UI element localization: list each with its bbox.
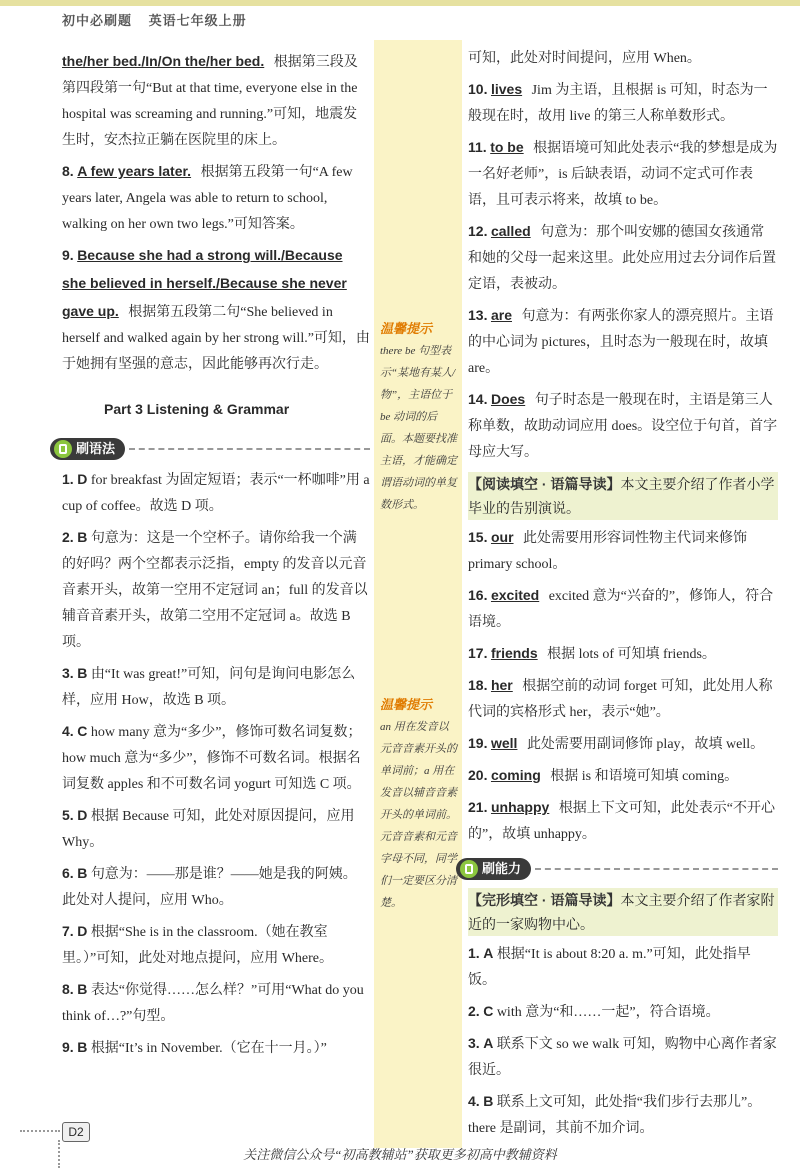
explanation: 根据 lots of 可知填 friends。 <box>543 647 716 662</box>
answer-item <box>468 940 778 994</box>
continuation-text: 可知，此处对时间提问，应用 When。 <box>468 51 701 66</box>
explanation: 根据语境可知此处表示“我的梦想是成为一名好老师”，is 后缺表语，动词不定式可作表语，且可表示将来，故填 to be。 <box>468 141 778 208</box>
item-number: 17. <box>468 645 488 661</box>
item-number: 8. <box>62 981 74 997</box>
explanation: 根据空前的动词 forget 可知，此处用人称代词的宾格形式 her，表示“她”。 <box>468 679 773 720</box>
tip-note-articles <box>380 694 458 914</box>
answer-key: B <box>77 529 88 545</box>
answer-key: Does <box>490 391 526 407</box>
explanation: Jim 为主语，且根据 is 可知，时态为一般现在时，故用 live 的第三人称单数形式。 <box>468 83 768 124</box>
item-number: 14. <box>468 391 488 407</box>
explanation: 句意为：这是一个空杯子。请你给我一个满的好吗？两个空都表示泛指，empty 的发音以元音音素开头，故第一空用不定冠词 an；full 的发音以辅音音素开头，故第二空用不定冠词 a。故选 B 项。 <box>62 531 368 650</box>
item-number: 7. <box>62 923 74 939</box>
ability-banner <box>456 856 778 882</box>
explanation: 根据第五段第二句“She believed in herself and walked again by her strong will.”可知，由于她拥有坚强的意志，因此能够再次行走。 <box>62 305 370 372</box>
explanation: 根据“It’s in November.（它在十一月。）” <box>87 1041 327 1056</box>
banner-divider <box>129 448 370 450</box>
answer-key: A few years later. <box>77 163 192 179</box>
answer-item <box>62 158 370 238</box>
cloze-guide <box>468 888 778 936</box>
item-number: 9. <box>62 1039 74 1055</box>
item-number: 2. <box>62 529 74 545</box>
top-strip <box>0 0 800 6</box>
answer-key: B <box>483 1093 494 1109</box>
answer-key: A <box>483 1035 494 1051</box>
corner-decoration <box>20 1130 60 1132</box>
pen-icon <box>460 860 478 878</box>
tip-title: 温馨提示 <box>380 697 433 712</box>
answer-key: our <box>490 529 514 545</box>
answer-item <box>468 672 778 726</box>
subject-title: 英语七年级上册 <box>148 13 247 28</box>
guide-text: 本文主要介绍了作者小学毕业的告别演说。 <box>468 476 775 516</box>
answer-item <box>468 794 778 848</box>
item-number: 2. <box>468 1003 480 1019</box>
answer-item <box>468 762 778 790</box>
answer-item <box>468 76 778 130</box>
tip-text: an 用在发音以元音音素开头的单词前；a 用在发音以辅音音素开头的单词前。元音音素和元音字母不同，同学们一定要区分清楚。 <box>380 721 457 909</box>
item-number: 15. <box>468 529 488 545</box>
explanation: 根据“She is in the classroom.（她在教室里。）”可知，此处对地点提问，应用 Where。 <box>62 925 334 966</box>
item-number: 3. <box>468 1035 480 1051</box>
answer-item <box>62 1034 370 1062</box>
page-number: D2 <box>62 1122 90 1142</box>
answer-key: D <box>77 923 88 939</box>
answer-item <box>468 640 778 668</box>
banner-divider <box>535 868 778 870</box>
item-number: 21. <box>468 799 488 815</box>
pen-icon <box>54 440 72 458</box>
answer-item <box>62 802 370 856</box>
tip-text: there be 句型表示“某地有某人/物”，主语位于 be 动词的后面。本题要找准主语，才能确定谓语动词的单复数形式。 <box>380 345 457 511</box>
answer-key: D <box>77 471 88 487</box>
answer-key: Because she had a strong will./Because she believed in herself./Because she never gave up. <box>62 247 347 319</box>
answer-item <box>62 918 370 972</box>
answer-key: her <box>490 677 513 693</box>
item-number: 12. <box>468 223 488 239</box>
guide-text: 本文主要介绍了作者家附近的一家购物中心。 <box>468 892 775 932</box>
answer-item <box>62 660 370 714</box>
item-number: 9. <box>62 247 74 263</box>
answer-key: D <box>77 807 88 823</box>
answer-key: B <box>77 981 88 997</box>
answer-key: C <box>77 723 88 739</box>
tip-note-there-be <box>380 318 458 516</box>
answer-item-7-cont <box>62 48 370 154</box>
item-number: 8. <box>62 163 74 179</box>
section-title: Part 3 Listening & Grammar <box>104 401 290 417</box>
explanation: 根据“It is about 8:20 a. m.”可知，此处指早饭。 <box>468 947 751 988</box>
banner-label: 刷语法 <box>76 441 116 456</box>
answer-key: B <box>77 865 88 881</box>
item-number: 1. <box>468 945 480 961</box>
explanation: 表达“你觉得……怎么样？”可用“What do you think of…?”句型。 <box>62 983 364 1024</box>
item-number: 4. <box>62 723 74 739</box>
left-column <box>62 48 370 1066</box>
item-number: 13. <box>468 307 488 323</box>
answer-item <box>468 386 778 466</box>
answer-item <box>468 582 778 636</box>
item-number: 3. <box>62 665 74 681</box>
explanation: excited 意为“兴奋的”，修饰人，符合语境。 <box>468 589 774 630</box>
answer-key: are <box>490 307 512 323</box>
explanation: how many 意为“多少”，修饰可数名词复数；how much 意为“多少”，修饰不可数名词。根据名词复数 apples 和不可数名词 yogurt 可知选 C 项。 <box>62 725 362 792</box>
explanation: 根据上下文可知，此处表示“不开心的”，故填 unhappy。 <box>468 801 776 842</box>
explanation: 根据第三段及第四段第一句“But at that time, everyone else in the hospital was screaming and running.”可知，地震发生时，安杰拉正躺在医院里的床上。 <box>62 55 358 148</box>
item-number: 11. <box>468 139 487 155</box>
explanation: 句子时态是一般现在时，主语是第三人称单数，故助动词应用 does。设空位于句首，首字母应大写。 <box>468 393 778 460</box>
explanation: 由“It was great!”可知，问句是询问电影怎么样，应用 How，故选 B 项。 <box>62 667 356 708</box>
explanation: 联系上文可知，此处指“我们步行去那儿”。there 是副词，其前不加介词。 <box>468 1095 762 1136</box>
answer-item <box>62 718 370 798</box>
answer-item <box>468 524 778 578</box>
answer-key: excited <box>490 587 540 603</box>
answer-item <box>468 134 778 214</box>
answer-item <box>62 242 370 378</box>
answer-item <box>468 730 778 758</box>
explanation: 联系下文 so we walk 可知，购物中心离作者家很近。 <box>468 1037 777 1078</box>
guide-label: 【阅读填空 · 语篇导读】 <box>468 476 621 492</box>
answer-key: well <box>490 735 518 751</box>
answer-key: unhappy <box>490 799 550 815</box>
banner-label: 刷能力 <box>482 861 522 876</box>
explanation: 此处需要用副词修饰 play，故填 well。 <box>523 737 765 752</box>
footer-note: 关注微信公众号“初高教辅站”获取更多初高中教辅资料 <box>243 1147 557 1162</box>
answer-key: called <box>490 223 531 239</box>
explanation: 句意为：有两张你家人的漂亮照片。主语的中心词为 pictures，且时态为一般现在时，故填 are。 <box>468 309 774 376</box>
item-number: 19. <box>468 735 488 751</box>
answer-item <box>62 976 370 1030</box>
answer-item <box>62 466 370 520</box>
answer-item <box>62 860 370 914</box>
explanation: for breakfast 为固定短语；表示“一杯咖啡”用 a cup of coffee。故选 D 项。 <box>62 473 370 514</box>
item-number: 1. <box>62 471 74 487</box>
tips-sidebar <box>374 40 462 1148</box>
answer-key: C <box>483 1003 494 1019</box>
answer-item <box>62 524 370 656</box>
answer-key: the/her bed./In/On the/her bed. <box>62 53 265 69</box>
answer-key: friends <box>490 645 538 661</box>
item-number: 5. <box>62 807 74 823</box>
explanation: 根据 Because 可知，此处对原因提问，应用 Why。 <box>62 809 355 850</box>
answer-item <box>468 1030 778 1084</box>
tip-title: 温馨提示 <box>380 321 433 336</box>
answer-key: B <box>77 1039 88 1055</box>
explanation: 此处需要用形容词性物主代词来修饰 primary school。 <box>468 531 748 572</box>
book-title: 初中必刷题 <box>62 13 133 28</box>
explanation: 句意为：——那是谁？——她是我的阿姨。此处对人提问，应用 Who。 <box>62 867 357 908</box>
explanation: 根据第五段第一句“A few years later, Angela was able to return to school, walking on her own two legs.”可知答案。 <box>62 165 353 232</box>
grammar-banner <box>50 436 370 462</box>
item-number: 6. <box>62 865 74 881</box>
item-number: 4. <box>468 1093 480 1109</box>
answer-item <box>468 1088 778 1142</box>
explanation: with 意为“和……一起”，符合语境。 <box>493 1005 720 1020</box>
answer-key: to be <box>490 139 524 155</box>
banner-pill <box>50 438 125 460</box>
item-number: 18. <box>468 677 488 693</box>
reading-guide <box>468 472 778 520</box>
banner-pill <box>456 858 531 880</box>
answer-item <box>468 218 778 298</box>
answer-key: lives <box>490 81 523 97</box>
answer-item <box>468 302 778 382</box>
item-number: 10. <box>468 81 488 97</box>
page-header <box>62 10 259 29</box>
answer-key: coming <box>490 767 541 783</box>
item-number: 20. <box>468 767 488 783</box>
answer-item <box>468 998 778 1026</box>
explanation: 根据 is 和语境可知填 coming。 <box>546 769 739 784</box>
answer-key: A <box>483 945 494 961</box>
answer-key: B <box>77 665 88 681</box>
item-number: 16. <box>468 587 488 603</box>
right-column <box>468 46 778 1146</box>
guide-label: 【完形填空 · 语篇导读】 <box>468 892 621 908</box>
explanation: 句意为：那个叫安娜的德国女孩通常和她的父母一起来这里。此处应用过去分词作后置定语，表被动。 <box>468 225 776 292</box>
